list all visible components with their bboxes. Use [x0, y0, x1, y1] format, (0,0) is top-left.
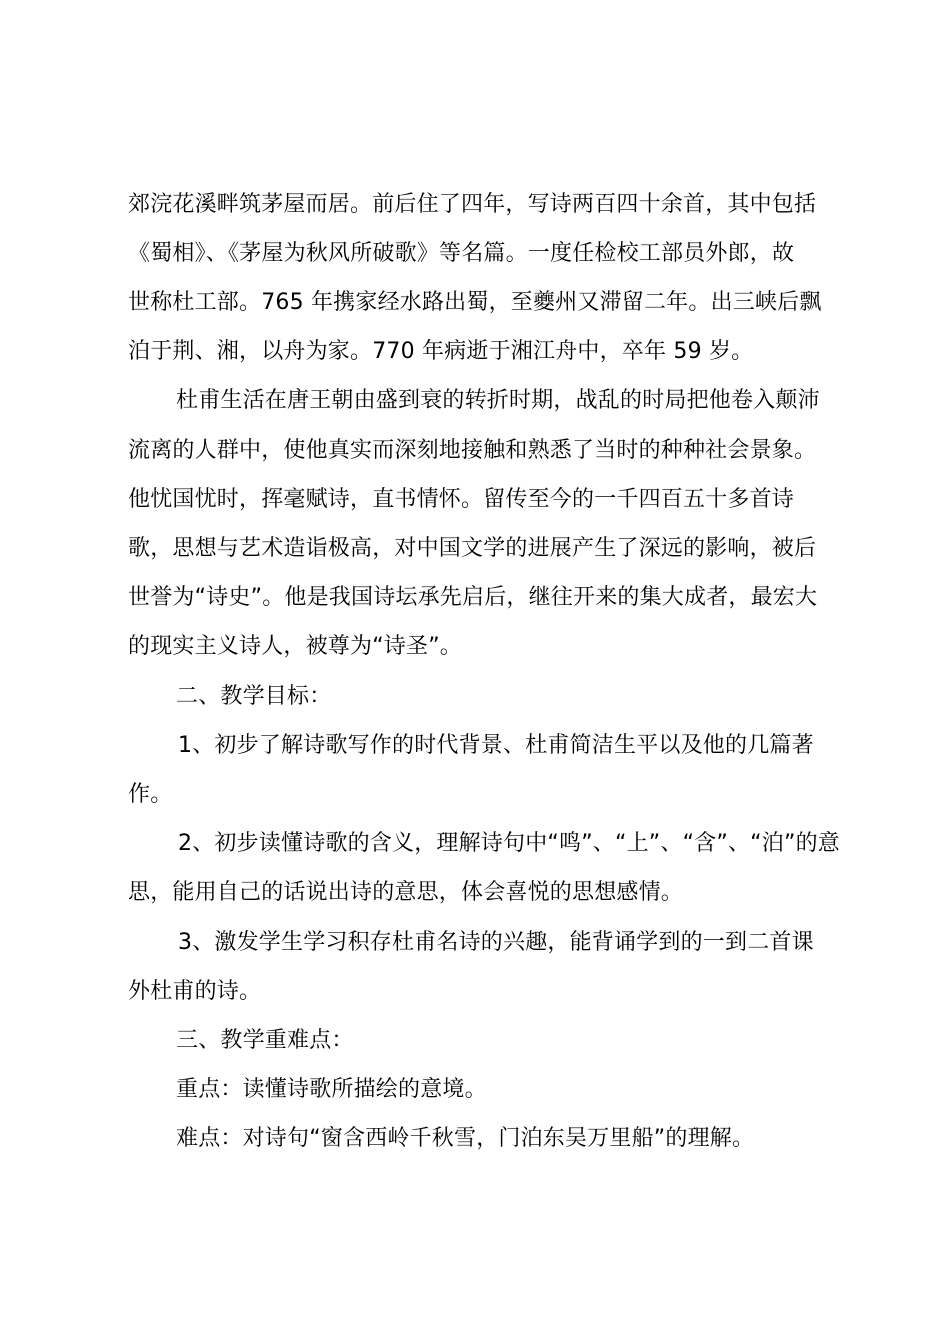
paragraph-line: 《蜀相》、《茅屋为秋风所破歌》等名篇。一度任检校工部员外郎，故	[128, 241, 795, 266]
paragraph-line: 他忧国忧时，挥毫赋诗，直书情怀。留传至今的一千四百五十多首诗	[128, 487, 795, 512]
difficulty-point: 难点：对诗句“窗含西岭千秋雪，门泊东吴万里船”的理解。	[176, 1126, 755, 1151]
paragraph-line: 歌，思想与艺术造诣极高，对中国文学的进展产生了深远的影响，被后	[128, 536, 817, 561]
goal-item-continued: 外杜甫的诗。	[128, 979, 262, 1004]
goal-item: 3、激发学生学习积存杜甫名诗的兴趣，能背诵学到的一到二首课	[178, 930, 814, 955]
paragraph-line: 的现实主义诗人，被尊为“诗圣”。	[128, 634, 462, 659]
paragraph-line: 世称杜工部。765 年携家经水路出蜀，至夔州又滞留二年。出三峡后飘	[128, 290, 822, 315]
paragraph-line: 郊浣花溪畔筑茅屋而居。前后住了四年，写诗两百四十余首，其中包括	[128, 192, 817, 217]
goal-item: 2、初步读懂诗歌的含义，理解诗句中“鸣”、“上”、“含”、“泊”的意	[178, 831, 840, 856]
paragraph-line: 世誉为“诗史”。他是我国诗坛承先启后，继往开来的集大成者，最宏大	[128, 585, 818, 610]
paragraph-line: 杜甫生活在唐王朝由盛到衰的转折时期，战乱的时局把他卷入颠沛	[176, 388, 820, 413]
goal-item-continued: 思，能用自己的话说出诗的意思，体会喜悦的思想感情。	[128, 880, 684, 905]
key-point: 重点：读懂诗歌所描绘的意境。	[176, 1077, 487, 1102]
paragraph-line: 泊于荆、湘，以舟为家。770 年病逝于湘江舟中，卒年 59 岁。	[128, 339, 754, 364]
goal-item: 1、初步了解诗歌写作的时代背景、杜甫简洁生平以及他的几篇著	[178, 733, 814, 758]
goal-item-continued: 作。	[128, 782, 173, 807]
section-heading: 二、教学目标：	[176, 684, 332, 709]
section-heading: 三、教学重难点：	[176, 1028, 354, 1053]
paragraph-line: 流离的人群中，使他真实而深刻地接触和熟悉了当时的种种社会景象。	[128, 438, 817, 463]
